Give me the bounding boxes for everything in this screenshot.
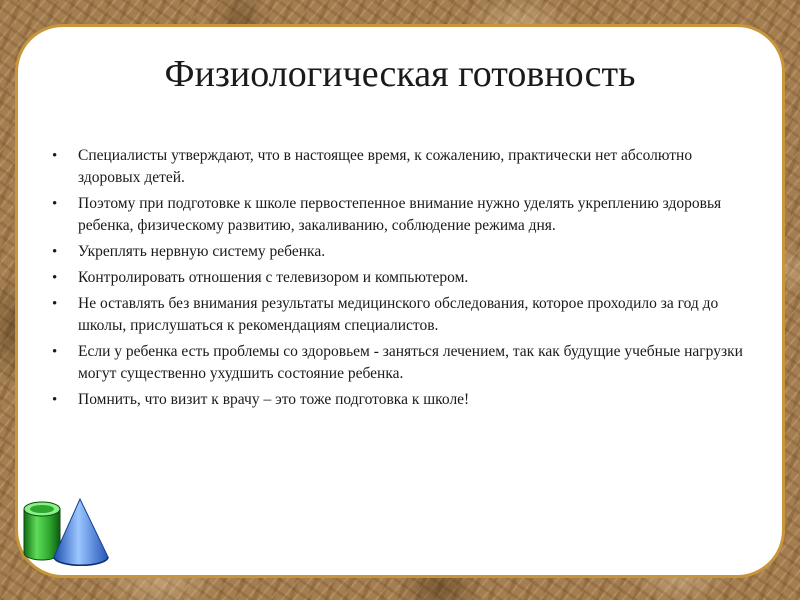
bullet-text: Помнить, что визит к врачу – это тоже подготовка к школе! [78,391,470,408]
bullet-dot: • [52,148,58,164]
cylinder-cone-icon [20,495,112,567]
bullet-item [52,193,752,237]
bullet-dot: • [52,196,58,212]
slide-title: Физиологическая готовность [164,53,636,95]
bullet-dot: • [52,244,58,260]
bullet-list [52,145,752,415]
cylinder-icon [24,502,60,560]
bullet-dot: • [52,270,58,286]
bullet-item [52,267,752,289]
bullet-dot: • [52,296,58,312]
bullet-item [52,293,752,337]
bullet-text: Укреплять нервную систему ребенка. [78,243,326,260]
bullet-text: Если у ребенка есть проблемы со здоровьем - заняться лечением, так как будущие учебные нагрузки могут существенно ухудшить состояние ребенка. [78,343,743,382]
bullet-item [52,145,752,189]
bullet-item [52,389,752,411]
geometric-shapes-icon [20,495,112,567]
cone-icon [54,499,108,565]
bullet-text: Не оставлять без внимания результаты медицинского обследования, которое проходило за год до школы, прислушаться к рекомендациям специалистов. [78,295,719,334]
bullet-item [52,341,752,385]
bullet-dot: • [52,392,58,408]
bullet-text: Поэтому при подготовке к школе первостепенное внимание нужно уделять укреплению здоровья ребенка, физическому развитию, закаливанию, соблюдение режима дня. [78,195,722,234]
bullet-text: Специалисты утверждают, что в настоящее время, к сожалению, практически нет абсолютно здоровых детей. [78,147,693,186]
bullet-item [52,241,752,263]
bullet-text: Контролировать отношения с телевизором и компьютером. [78,269,469,286]
bullet-dot: • [52,344,58,360]
